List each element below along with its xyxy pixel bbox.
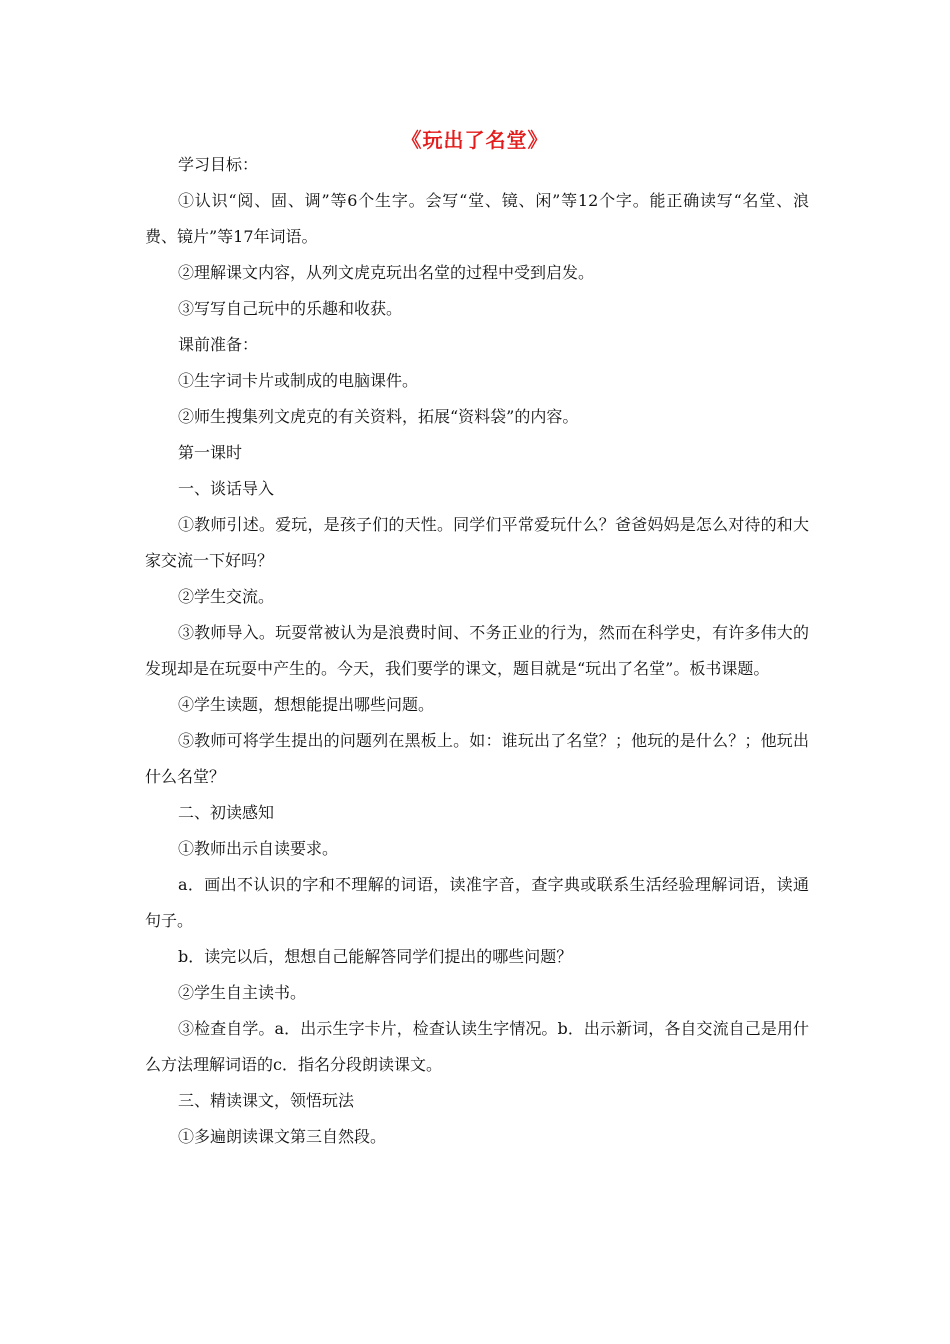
paragraph: ①认识“阅、固、调”等6个生字。会写“堂、镜、闲”等12个字。能正确读写“名堂、浪费、镜片”等17年词语。: [145, 191, 809, 246]
paragraph: ③检查自学。a．出示生字卡片，检查认读生字情况。b．出示新词，各自交流自己是用什么方法理解词语的c．指名分段朗读课文。: [145, 1019, 809, 1074]
paragraph: ①多遍朗读课文第三自然段。: [178, 1127, 387, 1146]
paragraph: 二、初读感知: [178, 803, 275, 822]
paragraph: a．画出不认识的字和不理解的词语，读准字音，查字典或联系生活经验理解词语，读通句子。: [145, 875, 809, 930]
paragraph: ②理解课文内容，从列文虎克玩出名堂的过程中受到启发。: [178, 263, 595, 282]
paragraph: ③教师导入。玩耍常被认为是浪费时间、不务正业的行为，然而在科学史，有许多伟大的发现却是在玩耍中产生的。今天，我们要学的课文，题目就是“玩出了名堂”。板书课题。: [145, 623, 809, 678]
paragraph: ①生字词卡片或制成的电脑课件。: [178, 371, 419, 390]
paragraph: 一、谈话导入: [178, 479, 275, 498]
paragraph: ①教师出示自读要求。: [178, 839, 339, 858]
paragraph: ④学生读题，想想能提出哪些问题。: [178, 695, 435, 714]
paragraph: 学习目标：: [178, 155, 259, 174]
paragraph: 第一课时: [178, 443, 243, 462]
paragraph: ②学生交流。: [178, 587, 275, 606]
paragraph: b．读完以后，想想自己能解答同学们提出的哪些问题？: [178, 947, 573, 966]
paragraph: 三、精读课文，领悟玩法: [178, 1091, 355, 1110]
document-body: [145, 147, 809, 1155]
paragraph: ②学生自主读书。: [178, 983, 307, 1002]
paragraph: ②师生搜集列文虎克的有关资料，拓展“资料袋”的内容。: [178, 407, 579, 426]
paragraph: ①教师引述。爱玩，是孩子们的天性。同学们平常爱玩什么？爸爸妈妈是怎么对待的和大家交流一下好吗？: [145, 515, 809, 570]
paragraph: ⑤教师可将学生提出的问题列在黑板上。如：谁玩出了名堂？；他玩的是什么？；他玩出什么名堂？: [145, 731, 809, 786]
document-title: 《玩出了名堂》: [401, 128, 549, 152]
paragraph: 课前准备：: [178, 335, 259, 354]
paragraph: ③写写自己玩中的乐趣和收获。: [178, 299, 403, 318]
